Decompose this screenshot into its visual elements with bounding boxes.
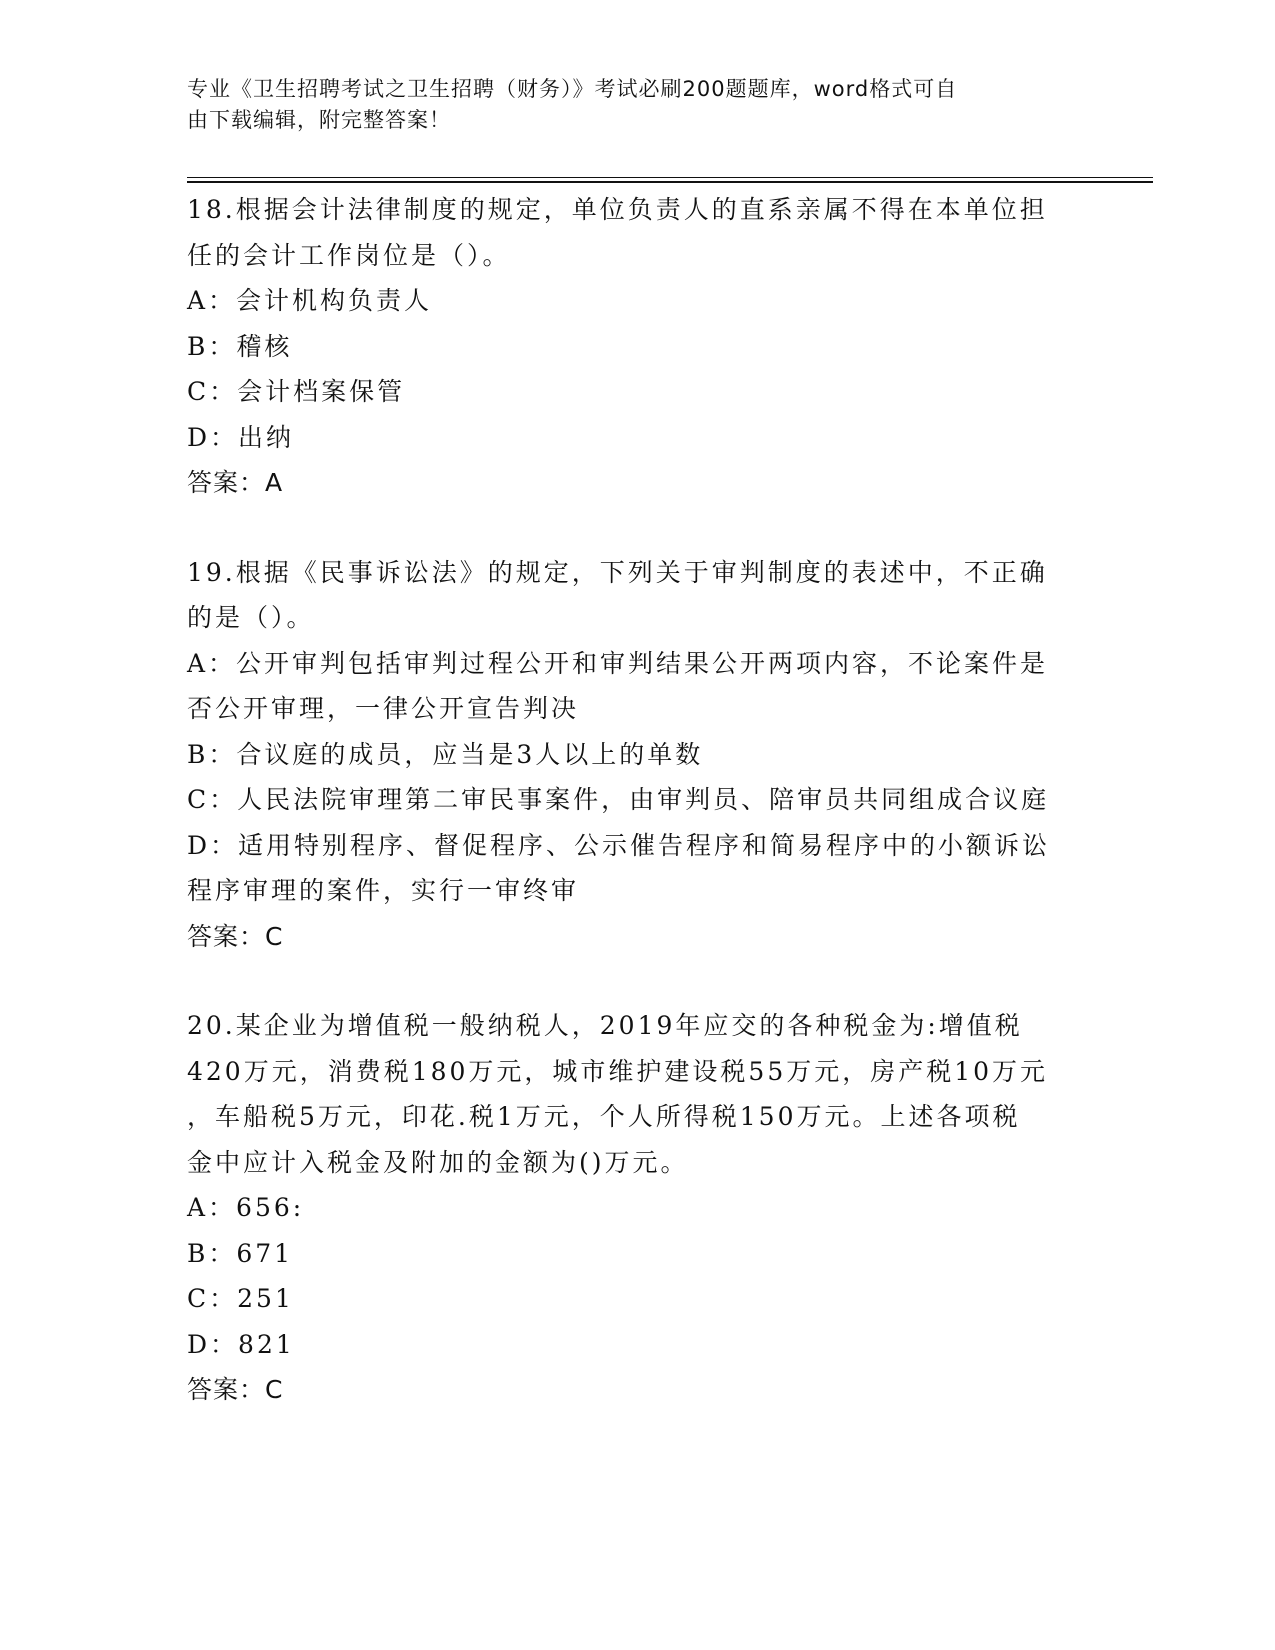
- header-divider-thick: [187, 181, 1153, 183]
- option-d: D：出纳: [187, 422, 295, 452]
- option-c: C：251: [187, 1284, 294, 1313]
- option-d: D：821: [187, 1329, 295, 1359]
- question-spacer: [187, 506, 1087, 550]
- header-line: 专业《卫生招聘考试之卫生招聘（财务）》考试必刷200题题库，word格式可自: [187, 77, 958, 101]
- question-stem-line: 金中应计入税金及附加的金额为()万元。: [187, 1147, 689, 1177]
- question-spacer: [187, 959, 1087, 1003]
- option-d-continued: 程序审理的案件，实行一审终审: [187, 876, 580, 905]
- option-b: B：合议庭的成员，应当是3人以上的单数: [187, 739, 704, 769]
- question-18: [187, 187, 1087, 506]
- question-stem-line: 的是（）。: [187, 603, 315, 632]
- answer-line: 答案：A: [187, 468, 284, 497]
- answer-line: 答案：C: [187, 1375, 284, 1404]
- question-stem-line: 18.根据会计法律制度的规定，单位负责人的直系亲属不得在本单位担: [187, 195, 1048, 224]
- option-a-continued: 否公开审理，一律公开宣告判决: [187, 694, 580, 723]
- answer-line: 答案：C: [187, 921, 284, 951]
- option-a: A：会计机构负责人: [187, 286, 433, 315]
- option-d: D：适用特别程序、督促程序、公示催告程序和简易程序中的小额诉讼: [187, 830, 1051, 860]
- document-header: [187, 74, 1087, 136]
- question-stem-line: 420万元，消费税180万元，城市维护建设税55万元，房产税10万元: [187, 1056, 1049, 1086]
- question-stem-line: 19.根据《民事诉讼法》的规定，下列关于审判制度的表述中，不正确: [187, 557, 1048, 587]
- header-line: 由下载编辑，附完整答案！: [187, 108, 451, 132]
- question-19: [187, 550, 1087, 960]
- question-20: [187, 1003, 1087, 1413]
- option-b: B：671: [187, 1238, 294, 1268]
- option-c: C：人民法院审理第二审民事案件，由审判员、陪审员共同组成合议庭: [187, 785, 1050, 814]
- option-a: A：公开审判包括审判过程公开和审判结果公开两项内容，不论案件是: [187, 648, 1049, 678]
- option-a: A：656:: [187, 1193, 305, 1222]
- option-b: B：稽核: [187, 331, 293, 361]
- question-stem-line: 20.某企业为增值税一般纳税人，2019年应交的各种税金为:增值税: [187, 1011, 1023, 1040]
- question-stem-line: 任的会计工作岗位是（）。: [187, 240, 511, 270]
- option-c: C：会计档案保管: [187, 377, 406, 406]
- header-divider-thin: [187, 177, 1153, 178]
- question-list: [187, 187, 1087, 1413]
- question-stem-line: ，车船税5万元，印花.税1万元，个人所得税150万元。上述各项税: [187, 1102, 1021, 1131]
